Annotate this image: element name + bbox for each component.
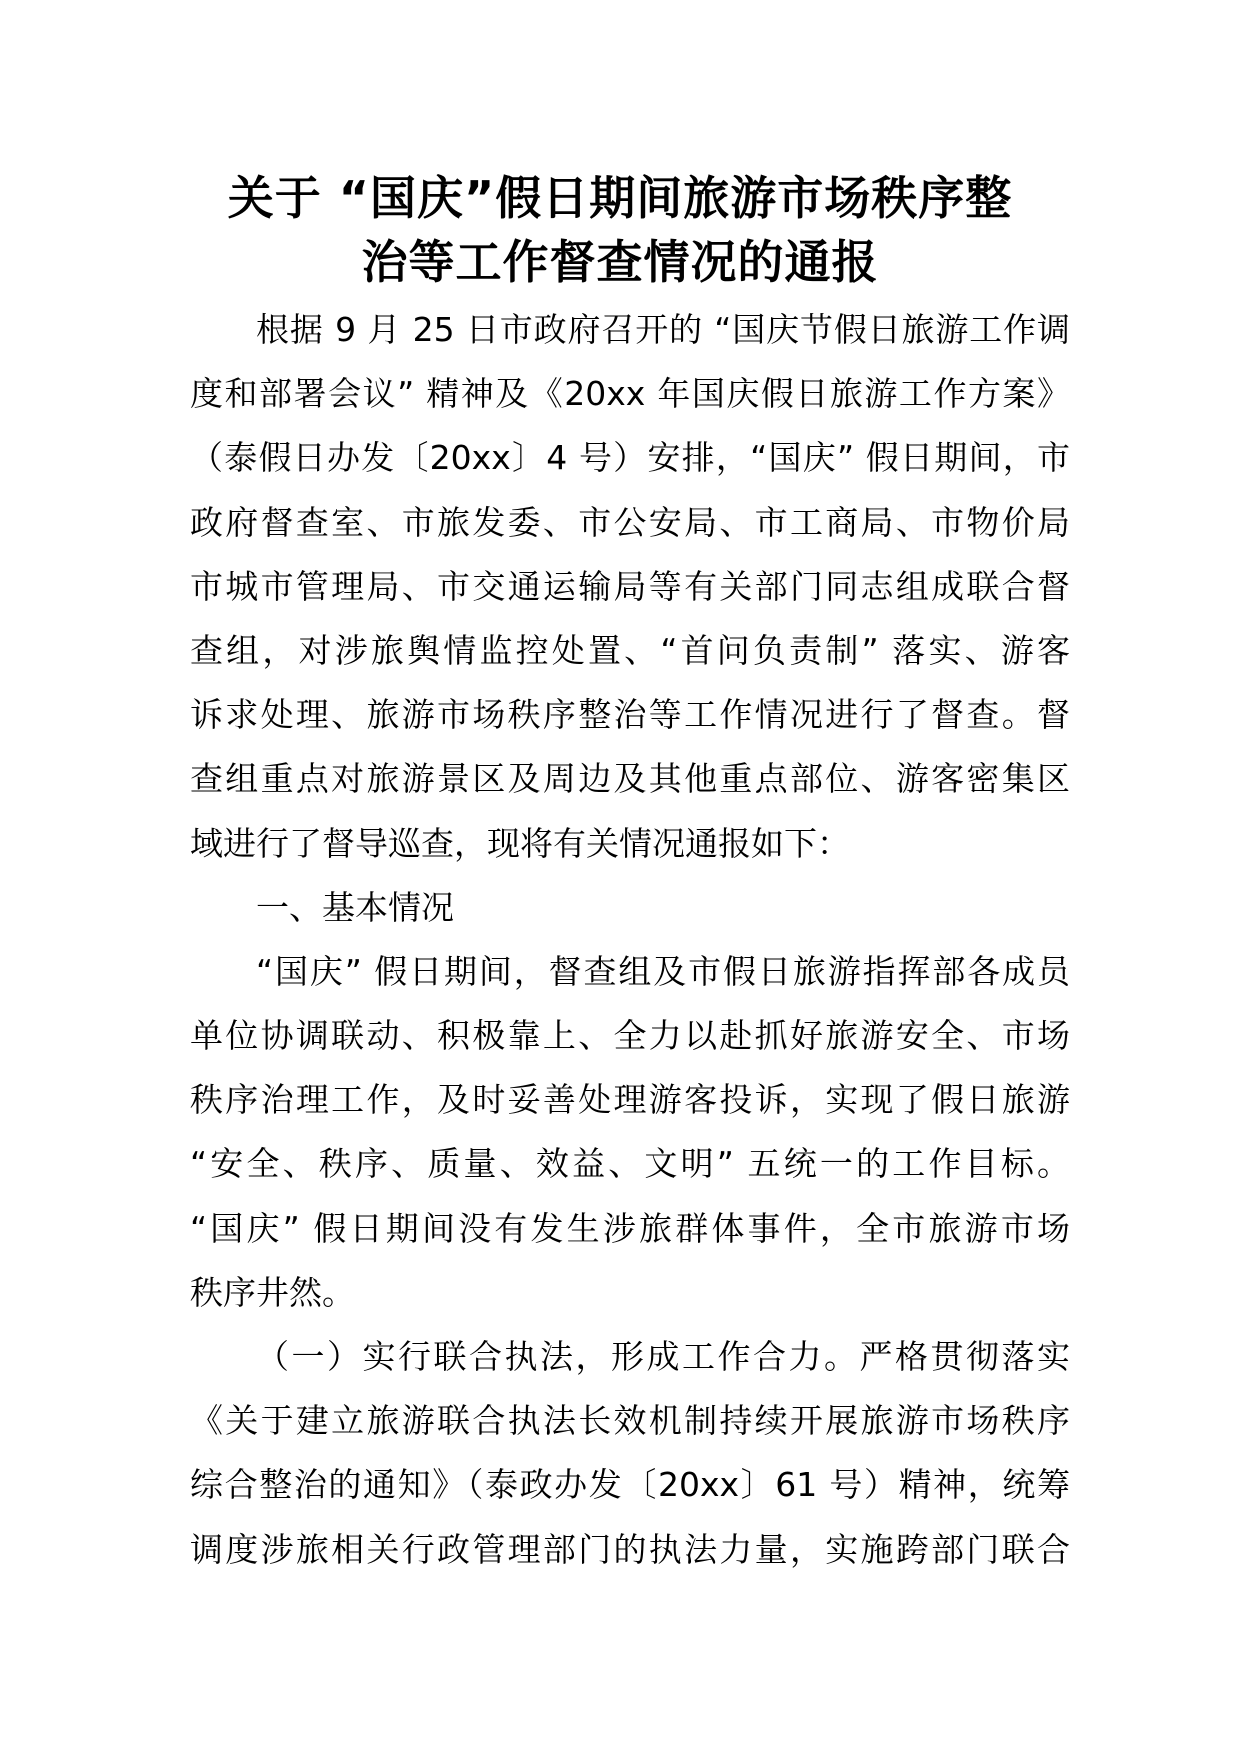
- body-line: （泰假日办发〔20xx〕4 号）安排，“国庆” 假日期间，市: [190, 438, 1070, 478]
- body-line: 《关于建立旅游联合执法长效机制持续开展旅游市场秩序: [190, 1401, 1070, 1441]
- document-body: [190, 298, 1070, 1582]
- document-title: [160, 166, 1080, 294]
- body-line: 秩序治理工作，及时妥善处理游客投诉，实现了假日旅游: [190, 1080, 1070, 1120]
- body-line: 查组，对涉旅舆情监控处置、“首问负责制” 落实、游客: [190, 630, 1070, 670]
- body-line: 市城市管理局、市交通运输局等有关部门同志组成联合督: [190, 566, 1070, 606]
- title-line-1: 关于 “国庆”假日期间旅游市场秩序整: [227, 171, 1013, 225]
- body-line: 秩序井然。: [190, 1272, 355, 1312]
- body-line: 域进行了督导巡查，现将有关情况通报如下：: [190, 823, 850, 863]
- body-line: 政府督查室、市旅发委、市公安局、市工商局、市物价局: [190, 502, 1070, 542]
- title-line-2: 治等工作督查情况的通报: [361, 235, 879, 289]
- body-line: “安全、秩序、质量、效益、文明” 五统一的工作目标。: [190, 1144, 1070, 1184]
- body-line: 一、基本情况: [256, 887, 454, 927]
- body-line: “国庆” 假日期间没有发生涉旅群体事件，全市旅游市场: [190, 1208, 1070, 1248]
- body-line: 综合整治的通知》（泰政办发〔20xx〕61 号）精神，统筹: [190, 1465, 1070, 1505]
- body-line: “国庆” 假日期间，督查组及市假日旅游指挥部各成员: [256, 951, 1070, 991]
- body-line: 调度涉旅相关行政管理部门的执法力量，实施跨部门联合: [190, 1529, 1070, 1569]
- body-line: 查组重点对旅游景区及周边及其他重点部位、游客密集区: [190, 759, 1070, 799]
- body-line: 度和部署会议” 精神及《20xx 年国庆假日旅游工作方案》: [190, 374, 1070, 414]
- body-line: 单位协调联动、积极靠上、全力以赴抓好旅游安全、市场: [190, 1016, 1070, 1056]
- body-line: 诉求处理、旅游市场秩序整治等工作情况进行了督查。督: [190, 695, 1070, 735]
- body-line: （一）实行联合执法，形成工作合力。严格贯彻落实: [256, 1337, 1070, 1376]
- body-line: 根据 9 月 25 日市政府召开的 “国庆节假日旅游工作调: [256, 310, 1070, 349]
